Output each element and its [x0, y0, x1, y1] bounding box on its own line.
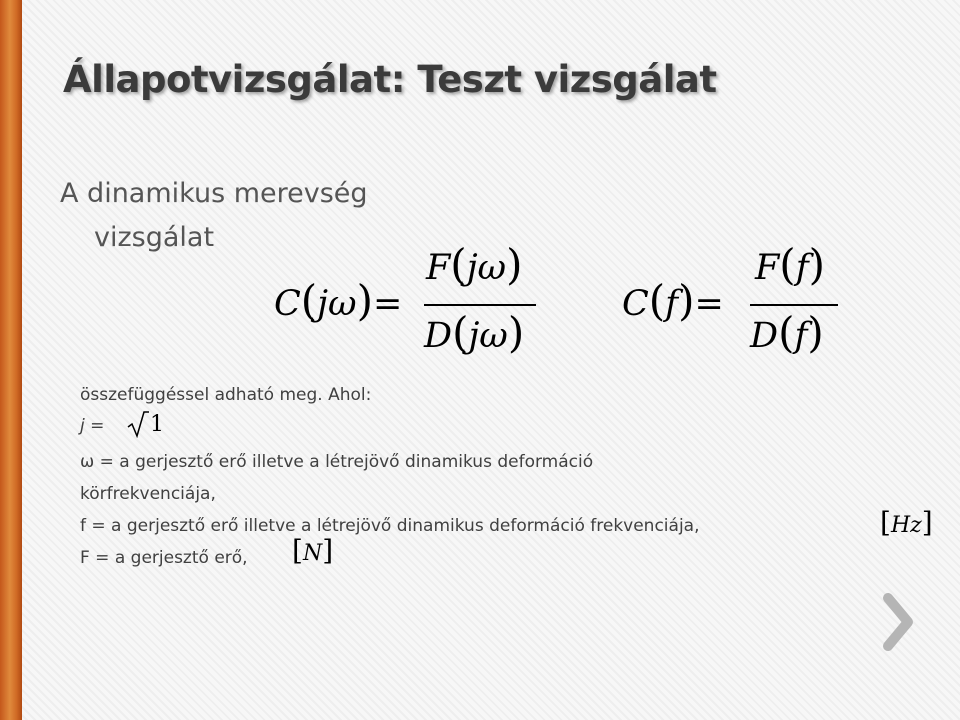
- numerator-arg: f: [795, 248, 809, 288]
- chevron-right-icon[interactable]: [882, 592, 916, 652]
- denominator-arg: jω: [468, 316, 508, 356]
- fraction-bar: [424, 304, 536, 306]
- unit-hz: [Hz]: [880, 506, 933, 539]
- text-line-omega: ω = a gerjesztő erő illetve a létrejövő dinamikus deformáció: [80, 452, 594, 472]
- sqrt-value: 1: [150, 412, 164, 437]
- formula-lhs: C: [622, 284, 649, 324]
- text-line-force: F = a gerjesztő erő,: [80, 548, 248, 568]
- denominator-symbol: D: [750, 316, 779, 356]
- formula-lhs: C: [274, 284, 301, 324]
- slide-title: Állapotvizsgálat: Teszt vizsgálat: [63, 58, 717, 101]
- numerator-arg: jω: [466, 248, 507, 288]
- denominator-arg: f: [794, 316, 808, 356]
- unit-n: [N]: [292, 534, 334, 567]
- heading-line-2: vizsgálat: [94, 222, 215, 253]
- j-equals: =: [84, 416, 105, 436]
- fraction-bar: [750, 304, 838, 306]
- numerator-symbol: F: [426, 248, 451, 288]
- equals-sign: =: [694, 284, 724, 324]
- text-line-relation: összefüggéssel adható meg. Ahol:: [80, 385, 372, 405]
- heading-line-1: A dinamikus merevség: [60, 178, 368, 209]
- j-symbol: j: [80, 416, 85, 436]
- formula-lhs-arg: jω: [317, 284, 357, 324]
- text-line-f: f = a gerjesztő erő illetve a létrejövő dinamikus deformáció frekvenciája,: [80, 516, 700, 536]
- denominator-symbol: D: [424, 316, 453, 356]
- formula-lhs-arg: f: [665, 284, 679, 324]
- numerator-symbol: F: [755, 248, 780, 288]
- accent-bar: [0, 0, 22, 720]
- text-line-j: [80, 416, 104, 436]
- equals-sign: =: [372, 284, 403, 324]
- text-line-omega-continued: körfrekvenciája,: [80, 484, 216, 504]
